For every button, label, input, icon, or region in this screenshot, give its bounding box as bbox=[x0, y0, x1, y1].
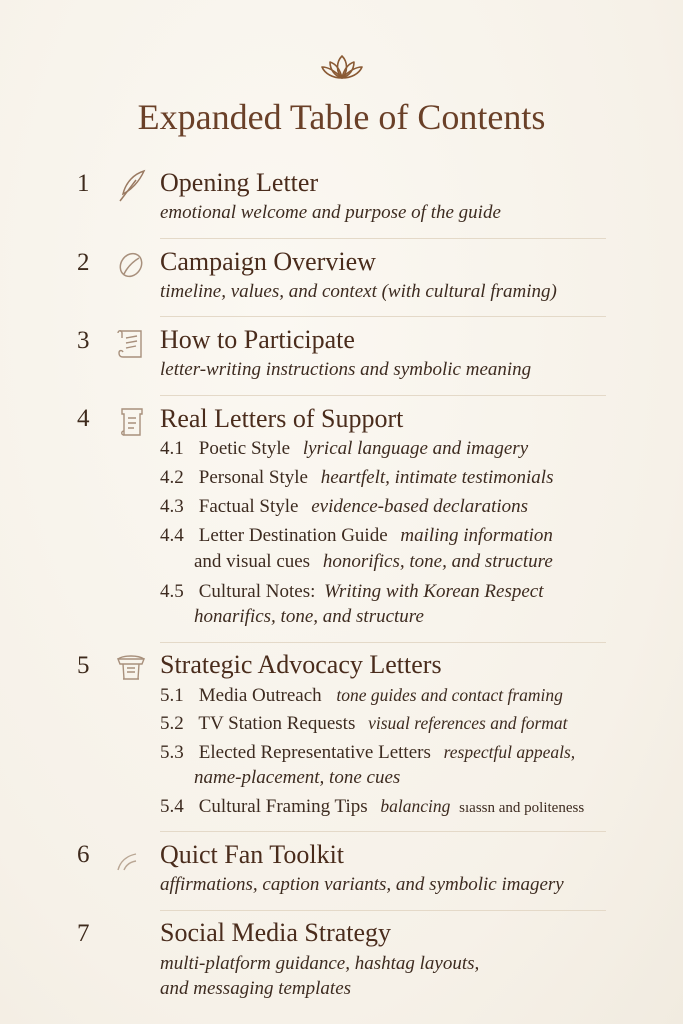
divider bbox=[160, 238, 606, 239]
subsection-label: Factual Style bbox=[198, 496, 299, 517]
section-description: emotional welcome and purpose of the guide bbox=[160, 202, 501, 223]
scroll-icon bbox=[114, 326, 148, 362]
section-number: 2 bbox=[77, 249, 90, 276]
subsection-label: Media Outreach bbox=[198, 685, 322, 706]
subsection-4-1[interactable] bbox=[160, 438, 528, 460]
subsection-label: Poetic Style bbox=[198, 438, 291, 459]
section-title: How to Participate bbox=[160, 325, 355, 354]
subsection-label: TV Station Requests bbox=[198, 713, 356, 734]
subsection-description: balancing bbox=[380, 796, 451, 816]
subsection-number: 5.3 bbox=[160, 742, 184, 763]
section-number: 5 bbox=[77, 652, 90, 679]
subsection-5-3[interactable] bbox=[160, 742, 575, 764]
divider bbox=[160, 831, 606, 832]
subsection-4-3[interactable] bbox=[160, 496, 528, 518]
subsection-label: Letter Destination Guide bbox=[198, 525, 388, 546]
divider bbox=[160, 316, 606, 317]
subsection-number: 4.3 bbox=[160, 496, 184, 517]
divider bbox=[160, 642, 606, 643]
subsection-description: heartfelt, intimate testimonials bbox=[320, 467, 554, 488]
section-title: Social Media Strategy bbox=[160, 918, 392, 947]
subsection-4-5-continuation bbox=[194, 606, 424, 628]
section-title: Strategic Advocacy Letters bbox=[160, 650, 442, 679]
subsection-description: visual references and format bbox=[368, 713, 568, 733]
subsection-label: Cultural Framing Tips bbox=[198, 796, 368, 817]
subsection-label: Elected Representative Letters bbox=[198, 742, 431, 763]
subsection-description: lyrical language and imagery bbox=[302, 438, 529, 459]
subsection-number: 4.2 bbox=[160, 467, 184, 488]
section-description: multi-platform guidance, hashtag layouts, bbox=[160, 953, 480, 974]
subsection-label-italic: Writing with Korean Respect bbox=[324, 581, 544, 602]
section-description: timeline, values, and context (with cultural framing) bbox=[160, 281, 557, 302]
section-number: 6 bbox=[77, 841, 90, 868]
section-number: 3 bbox=[77, 327, 90, 354]
section-description-line-2: and messaging templates bbox=[160, 978, 352, 999]
subsection-label: Cultural Notes: bbox=[198, 581, 316, 602]
section-number: 1 bbox=[77, 170, 90, 197]
subsection-number: 5.2 bbox=[160, 713, 184, 734]
subsection-5-4[interactable] bbox=[160, 796, 584, 818]
seed-icon bbox=[114, 248, 148, 284]
section-description: affirmations, caption variants, and symbolic imagery bbox=[160, 874, 564, 895]
section-description: letter-writing instructions and symbolic meaning bbox=[160, 359, 532, 380]
subsection-description-tail: sıassn and politeness bbox=[459, 800, 585, 816]
section-title: Campaign Overview bbox=[160, 247, 376, 276]
subsection-description: respectful appeals, bbox=[443, 742, 576, 762]
subsection-4-2[interactable] bbox=[160, 467, 553, 489]
podium-icon bbox=[114, 651, 148, 687]
subsection-number: 5.1 bbox=[160, 685, 184, 706]
subsection-description: honarifics, tone, and structure bbox=[194, 606, 424, 627]
subsection-label: and visual cues bbox=[194, 551, 311, 572]
signal-icon bbox=[114, 840, 148, 876]
subsection-number: 4.5 bbox=[160, 581, 184, 602]
lotus-icon bbox=[319, 52, 365, 82]
quill-icon bbox=[114, 168, 148, 204]
divider bbox=[160, 910, 606, 911]
subsection-number: 4.1 bbox=[160, 438, 184, 459]
subsection-5-1[interactable] bbox=[160, 685, 563, 707]
subsection-4-5[interactable] bbox=[160, 581, 544, 603]
subsection-5-2[interactable] bbox=[160, 713, 568, 735]
subsection-description: evidence-based declarations bbox=[311, 496, 529, 517]
subsection-5-3-continuation bbox=[194, 767, 400, 789]
subsection-description: mailing information bbox=[400, 525, 553, 546]
section-number: 4 bbox=[77, 405, 90, 432]
section-title: Real Letters of Support bbox=[160, 404, 404, 433]
section-title: Opening Letter bbox=[160, 168, 319, 197]
subsection-4-4[interactable] bbox=[160, 525, 553, 547]
letter-scroll-icon bbox=[114, 404, 148, 440]
subsection-4-4-continuation bbox=[194, 551, 553, 573]
divider bbox=[160, 395, 606, 396]
subsection-number: 4.4 bbox=[160, 525, 184, 546]
section-title: Quict Fan Toolkit bbox=[160, 840, 345, 869]
subsection-description: honorifics, tone, and structure bbox=[322, 551, 553, 572]
subsection-label: Personal Style bbox=[198, 467, 308, 488]
section-number: 7 bbox=[77, 920, 90, 947]
subsection-description: name-placement, tone cues bbox=[194, 767, 401, 788]
subsection-description: tone guides and contact framing bbox=[336, 685, 563, 705]
page-title: Expanded Table of Contents bbox=[137, 97, 546, 137]
subsection-number: 5.4 bbox=[160, 796, 184, 817]
